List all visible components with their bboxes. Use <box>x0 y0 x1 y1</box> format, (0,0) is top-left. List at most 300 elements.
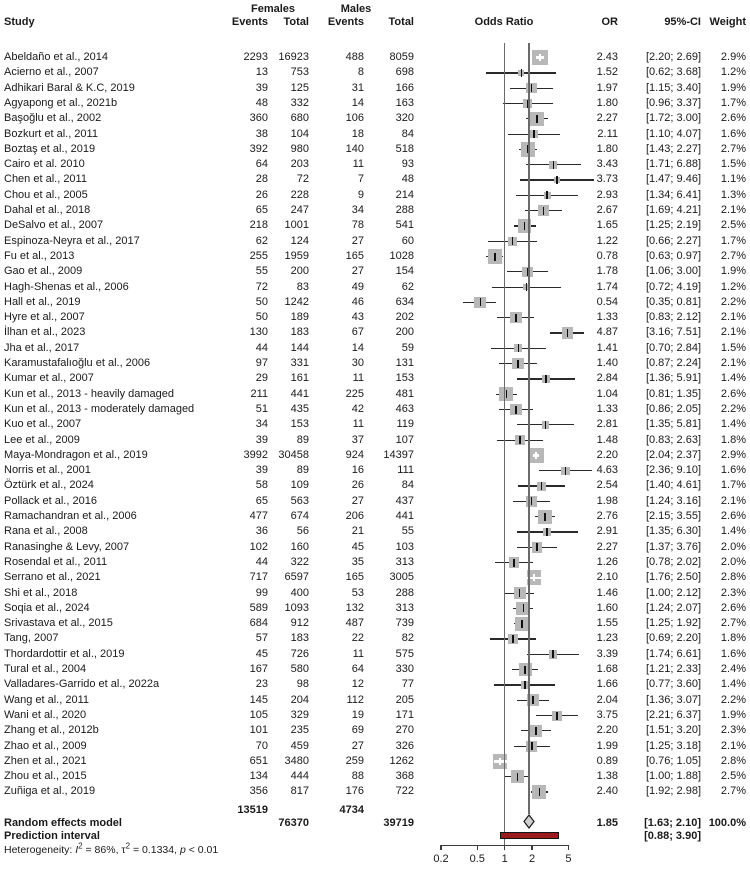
or-value: 2.20 <box>596 448 618 461</box>
males-total-value: 154 <box>395 265 414 278</box>
weight-value: 2.6% <box>720 601 746 614</box>
or-value: 2.20 <box>596 724 618 737</box>
study-label: Dahal et al., 2018 <box>4 204 91 216</box>
weight-value: 1.6% <box>720 127 746 140</box>
or-value: 1.66 <box>596 678 618 691</box>
females-events-value: 48 <box>255 96 268 109</box>
males-total-value: 84 <box>401 479 414 492</box>
forest-row <box>0 478 750 493</box>
females-total-value: 332 <box>290 96 309 109</box>
forest-row <box>0 662 750 677</box>
weight-value: 1.2% <box>720 280 746 293</box>
ci-value: [1.24; 3.16] <box>645 494 701 507</box>
weight-value: 2.6% <box>720 387 746 400</box>
x-axis-tick-label: 5 <box>565 853 572 865</box>
study-label: DeSalvo et al., 2007 <box>4 219 104 232</box>
column-header-ci: 95%-CI <box>664 16 701 28</box>
point-estimate-tick <box>513 559 515 567</box>
forest-row <box>0 616 750 631</box>
females-events-value: 72 <box>255 280 268 293</box>
point-estimate-tick <box>541 482 543 490</box>
point-estimate-tick <box>523 604 525 612</box>
point-estimate-tick <box>515 314 517 322</box>
weight-value: 2.0% <box>720 555 746 568</box>
ci-value: [2.21; 6.37] <box>645 708 701 721</box>
study-label: Chou et al., 2005 <box>4 188 88 201</box>
point-estimate-tick <box>518 344 520 352</box>
column-header-females-events: Events <box>231 16 268 28</box>
point-tick-white <box>533 574 535 581</box>
or-value: 0.54 <box>596 295 618 308</box>
ci-value: [0.83; 2.63] <box>645 433 701 446</box>
males-events-value: 106 <box>345 112 364 125</box>
females-total-value: 3480 <box>284 754 309 767</box>
females-total-value: 144 <box>290 341 309 354</box>
weight-value: 2.7% <box>720 617 746 630</box>
study-label: Zhou et al., 2015 <box>4 770 87 783</box>
males-events-value: 7 <box>357 173 364 186</box>
column-header-study: Study <box>4 16 35 28</box>
or-value: 1.78 <box>596 265 618 278</box>
weight-value: 2.1% <box>720 326 746 339</box>
males-events-value: 78 <box>351 219 364 232</box>
point-estimate-tick <box>546 528 548 536</box>
x-axis-tick-label: 0.5 <box>469 853 485 865</box>
females-events-value: 392 <box>249 142 268 155</box>
study-label: Ranasinghe & Levy, 2007 <box>4 540 130 553</box>
weight-value: 2.8% <box>720 571 746 584</box>
column-header-males-total: Total <box>388 16 414 28</box>
females-events-value: 62 <box>255 234 268 247</box>
i-squared-sup: 2 <box>78 841 83 851</box>
males-events-value: 11 <box>352 418 364 431</box>
females-total-value: 580 <box>290 663 309 675</box>
point-estimate-tick <box>524 681 526 689</box>
males-events-value: 64 <box>351 663 364 675</box>
weight-value: 1.4% <box>720 418 746 431</box>
or-value: 3.43 <box>596 158 618 171</box>
females-events-value: 717 <box>249 571 268 584</box>
or-value: 2.76 <box>596 510 618 522</box>
study-label: Boztaş et al., 2019 <box>4 142 96 155</box>
point-estimate-tick <box>539 788 541 796</box>
weight-value: 1.2% <box>720 66 746 79</box>
males-events-value: 31 <box>351 81 364 94</box>
or-value: 3.73 <box>596 173 618 186</box>
ci-value: [2.20; 2.69] <box>645 51 701 63</box>
ci-value: [1.71; 6.88] <box>645 158 701 171</box>
ci-value: [1.00; 1.88] <box>645 770 701 783</box>
females-events-value: 58 <box>255 479 268 492</box>
ci-value: [0.78; 2.02] <box>645 555 701 568</box>
males-events-value: 19 <box>351 708 364 721</box>
random-effects-label: Random effects model <box>4 817 122 829</box>
males-events-value: 35 <box>351 555 364 568</box>
forest-row <box>0 570 750 585</box>
x-axis-tick <box>504 845 505 850</box>
study-label: Öztürk et al., 2024 <box>4 479 94 492</box>
ci-value: [1.34; 6.41] <box>645 188 701 201</box>
point-estimate-tick <box>517 360 519 368</box>
males-total-value: 60 <box>401 234 414 247</box>
summary-diamond <box>523 814 536 829</box>
forest-row <box>0 295 750 310</box>
males-events-value: 27 <box>351 739 364 752</box>
or-value: 2.93 <box>596 188 618 201</box>
females-events-value: 3992 <box>243 448 268 461</box>
heterogeneity-prefix: Heterogeneity: <box>4 844 76 856</box>
females-events-value: 65 <box>255 494 268 507</box>
males-events-value: 112 <box>346 693 364 706</box>
males-total-value: 82 <box>401 632 414 645</box>
or-value: 1.80 <box>596 96 618 109</box>
study-label: Kuo et al., 2007 <box>4 418 82 431</box>
ci-value: [0.86; 2.05] <box>645 402 701 415</box>
or-value: 1.33 <box>596 402 618 415</box>
females-total-value: 30458 <box>278 448 309 461</box>
males-total-value: 739 <box>395 617 414 630</box>
point-estimate-tick <box>531 742 533 750</box>
study-label: Ramachandran et al., 2006 <box>4 510 137 522</box>
ci-value: [1.76; 2.50] <box>645 571 701 584</box>
females-total-value: 247 <box>290 204 309 216</box>
point-estimate-tick <box>532 696 534 704</box>
study-label: Valladares-Garrido et al., 2022a <box>4 678 160 691</box>
study-label: Rana et al., 2008 <box>4 525 88 538</box>
forest-row <box>0 234 750 249</box>
females-total-value: 109 <box>290 479 309 492</box>
study-label: Hall et al., 2019 <box>4 295 81 308</box>
point-estimate-tick <box>536 543 538 551</box>
forest-row <box>0 264 750 279</box>
study-label: Acierno et al., 2007 <box>4 66 99 79</box>
point-estimate-tick <box>536 115 538 123</box>
ci-value: [1.00; 2.12] <box>645 586 701 599</box>
prediction-interval-bar <box>500 832 559 839</box>
x-axis-tick <box>531 845 532 850</box>
or-value: 3.39 <box>596 647 618 660</box>
females-total-value: 98 <box>296 678 309 691</box>
males-events-value: 27 <box>351 265 364 278</box>
females-events-value: 44 <box>255 341 268 354</box>
males-total-value: 171 <box>395 708 414 721</box>
weight-value: 1.9% <box>720 81 746 94</box>
or-value: 2.91 <box>596 525 618 538</box>
females-events-value: 651 <box>249 754 268 767</box>
females-total-value: 753 <box>290 66 309 79</box>
males-group-header: Males <box>340 3 372 15</box>
males-total-value: 330 <box>395 663 414 675</box>
forest-row <box>0 647 750 662</box>
weight-value: 2.5% <box>720 770 746 783</box>
or-value: 4.87 <box>596 326 618 339</box>
weight-value: 2.0% <box>720 540 746 553</box>
ci-value: [1.35; 6.30] <box>645 525 701 538</box>
weight-value: 1.7% <box>720 234 746 247</box>
point-estimate-tick <box>512 237 514 245</box>
males-events-value: 924 <box>345 448 364 461</box>
ci-value: [1.37; 3.76] <box>645 540 701 553</box>
males-total-value: 55 <box>401 525 414 538</box>
study-label: Adhikari Baral & K.C, 2019 <box>4 81 135 94</box>
or-value: 2.27 <box>596 540 618 553</box>
females-events-value: 134 <box>249 770 268 783</box>
males-events-value: 165 <box>345 571 364 584</box>
tau-squared-sup: 2 <box>125 841 131 851</box>
females-events-value: 99 <box>255 586 268 599</box>
females-total-value: 72 <box>296 173 309 186</box>
weight-value: 2.7% <box>720 142 746 155</box>
point-estimate-tick <box>545 421 547 429</box>
females-total-value: 200 <box>290 265 309 278</box>
forest-row <box>0 325 750 340</box>
forest-row <box>0 341 750 356</box>
females-events-value: 360 <box>249 112 268 125</box>
ci-value: [0.63; 0.97] <box>645 249 701 262</box>
females-total-value: 435 <box>290 402 309 415</box>
males-events-value: 22 <box>351 632 364 645</box>
or-value: 1.38 <box>596 770 618 783</box>
males-events-value: 49 <box>351 280 364 293</box>
forest-row <box>0 784 750 799</box>
null-effect-line <box>504 43 505 845</box>
forest-row <box>0 142 750 157</box>
weight-value: 2.3% <box>720 724 746 737</box>
point-estimate-tick <box>506 390 508 398</box>
or-value: 2.40 <box>596 785 618 798</box>
females-group-header: Females <box>250 3 296 15</box>
point-tick-white <box>535 452 537 459</box>
or-value: 2.81 <box>596 418 618 431</box>
point-estimate-tick <box>565 467 567 475</box>
weight-value: 2.1% <box>720 204 746 216</box>
males-events-value: 225 <box>345 387 364 400</box>
weight-value: 1.6% <box>720 647 746 660</box>
ci-value: [1.36; 3.07] <box>645 693 701 706</box>
forest-row <box>0 754 750 769</box>
weight-value: 2.1% <box>720 739 746 752</box>
study-label: Kun et al., 2013 - moderately damaged <box>4 402 195 415</box>
males-events-value: 259 <box>345 754 364 767</box>
weight-value: 2.1% <box>720 494 746 507</box>
females-events-value: 39 <box>255 464 268 477</box>
males-events-value: 69 <box>351 724 364 737</box>
males-events-value: 14 <box>351 341 364 354</box>
females-total-value: 104 <box>290 127 309 140</box>
or-value: 1.04 <box>596 387 618 400</box>
females-events-value: 50 <box>255 295 268 308</box>
ci-value: [1.47; 9.46] <box>645 173 701 186</box>
males-total-value: 111 <box>397 464 414 477</box>
point-estimate-tick <box>531 84 533 92</box>
females-total-value: 204 <box>290 693 309 706</box>
females-total-value: 83 <box>296 280 309 293</box>
forest-row <box>0 310 750 325</box>
study-label: Kun et al., 2013 - heavily damaged <box>4 387 175 400</box>
females-events-value: 218 <box>249 219 268 232</box>
forest-row <box>0 65 750 80</box>
females-total-value: 125 <box>290 81 309 94</box>
males-events-value: 140 <box>345 142 364 155</box>
weight-value: 2.3% <box>720 586 746 599</box>
males-total-value: 214 <box>395 188 414 201</box>
males-events-value: 53 <box>351 586 364 599</box>
females-total-value: 459 <box>290 739 309 752</box>
females-events-value: 65 <box>255 204 268 216</box>
females-total-value: 331 <box>290 357 309 369</box>
females-events-value: 255 <box>249 249 268 262</box>
or-value: 1.65 <box>596 219 618 232</box>
forest-row <box>0 433 750 448</box>
males-total-value: 313 <box>395 555 414 568</box>
forest-row <box>0 280 750 295</box>
point-estimate-tick <box>546 191 548 199</box>
males-events-value: 8 <box>357 66 364 79</box>
point-estimate-tick <box>519 436 521 444</box>
females-total-value: 16923 <box>278 51 309 63</box>
forest-row <box>0 172 750 187</box>
males-total-value: 288 <box>395 204 414 216</box>
or-value: 1.22 <box>596 234 618 247</box>
males-total-value: 166 <box>395 81 414 94</box>
forest-row <box>0 601 750 616</box>
males-total-value: 698 <box>395 66 414 79</box>
point-estimate-tick <box>531 497 533 505</box>
weight-value: 1.7% <box>720 96 746 109</box>
or-value: 1.74 <box>596 280 618 293</box>
males-total-value: 288 <box>395 586 414 599</box>
males-events-value: 46 <box>351 295 364 308</box>
point-estimate-tick <box>524 222 526 230</box>
study-label: Chen et al., 2011 <box>4 173 87 186</box>
males-events-value: 176 <box>345 785 364 798</box>
or-value: 1.48 <box>596 433 618 446</box>
females-events-value: 101 <box>249 724 268 737</box>
point-estimate-tick <box>543 207 545 215</box>
ci-value: [0.66; 2.27] <box>645 234 701 247</box>
males-total-value: 3005 <box>389 571 414 584</box>
females-events-value: 51 <box>255 402 268 415</box>
ci-value: [1.43; 2.27] <box>645 142 701 155</box>
or-value: 3.75 <box>596 708 618 721</box>
ci-value: [3.16; 7.51] <box>645 326 701 339</box>
ci-value: [1.35; 5.81] <box>645 418 701 431</box>
forest-row <box>0 524 750 539</box>
or-value: 0.78 <box>596 249 618 262</box>
weight-value: 2.7% <box>720 785 746 798</box>
forest-row <box>0 677 750 692</box>
males-total-value: 326 <box>395 739 414 752</box>
random-effects-ci: [1.63; 2.10] <box>644 817 701 829</box>
weight-value: 1.4% <box>720 525 746 538</box>
ci-value: [1.25; 3.18] <box>645 739 701 752</box>
males-events-value: 42 <box>351 402 364 415</box>
males-total-value: 93 <box>401 158 414 171</box>
or-value: 1.41 <box>596 341 618 354</box>
females-total-value: 203 <box>290 158 309 171</box>
males-total-value: 103 <box>395 540 414 553</box>
p-value: < 0.01 <box>185 844 219 856</box>
point-estimate-tick <box>519 589 521 597</box>
or-value: 1.33 <box>596 311 618 324</box>
females-events-value: 39 <box>255 433 268 446</box>
males-total-value: 200 <box>395 326 414 339</box>
ci-value: [1.74; 6.61] <box>645 647 701 660</box>
ci-value: [0.35; 0.81] <box>645 295 701 308</box>
females-events-value: 57 <box>255 632 268 645</box>
females-events-value: 26 <box>255 188 268 201</box>
point-estimate-tick <box>544 513 546 521</box>
weight-value: 1.9% <box>720 265 746 278</box>
weight-value: 1.9% <box>720 708 746 721</box>
ci-value: [0.72; 4.19] <box>645 280 701 293</box>
point-estimate-tick <box>567 329 569 337</box>
males-events-value: 165 <box>345 249 364 262</box>
weight-value: 1.5% <box>720 158 746 171</box>
females-total-value: 183 <box>290 326 309 339</box>
tau-squared-value: = 0.1334, <box>130 844 180 856</box>
point-tick-white <box>499 758 501 765</box>
forest-row <box>0 387 750 402</box>
forest-row <box>0 127 750 142</box>
forest-row <box>0 540 750 555</box>
forest-row <box>0 448 750 463</box>
forest-row <box>0 509 750 524</box>
point-estimate-tick <box>545 375 547 383</box>
ci-value: [1.15; 3.40] <box>645 81 701 94</box>
weight-value: 2.2% <box>720 402 746 415</box>
females-total-value: 563 <box>290 494 309 507</box>
or-value: 1.52 <box>596 66 618 79</box>
females-total-value: 680 <box>290 112 309 125</box>
study-label: Jha et al., 2017 <box>4 341 80 354</box>
or-value: 2.10 <box>596 571 618 584</box>
study-label: Hyre et al., 2007 <box>4 311 85 324</box>
tau-squared-symbol: τ <box>121 844 126 856</box>
forest-row <box>0 371 750 386</box>
weight-value: 1.4% <box>720 372 746 385</box>
forest-row <box>0 494 750 509</box>
males-total-value: 1262 <box>389 754 414 767</box>
forest-row <box>0 769 750 784</box>
forest-row <box>0 96 750 111</box>
study-label: Cairo et al. 2010 <box>4 158 85 171</box>
point-estimate-tick <box>535 727 537 735</box>
column-header-odds-ratio: Odds Ratio <box>474 16 534 28</box>
study-label: Pollack et al., 2016 <box>4 494 97 507</box>
ci-value: [1.10; 4.07] <box>645 127 701 140</box>
ci-value: [0.69; 2.20] <box>645 632 701 645</box>
females-events-value: 105 <box>249 708 268 721</box>
ci-value: [0.81; 1.35] <box>645 387 701 400</box>
males-events-value: 14 <box>351 96 364 109</box>
or-value: 1.26 <box>596 555 618 568</box>
point-estimate-tick <box>480 298 482 306</box>
weight-value: 1.4% <box>720 678 746 691</box>
females-events-value: 356 <box>249 785 268 798</box>
females-total-value: 235 <box>290 724 309 737</box>
females-total-value: 228 <box>290 188 309 201</box>
females-total-value: 444 <box>290 770 309 783</box>
point-estimate-tick <box>524 666 526 674</box>
males-events-value: 488 <box>345 51 364 63</box>
males-total-value: 59 <box>401 341 414 354</box>
males-events-value: 9 <box>357 188 364 201</box>
females-total-value: 89 <box>296 433 309 446</box>
females-events-value: 102 <box>249 540 268 553</box>
males-events-value: 34 <box>351 204 364 216</box>
or-value: 1.40 <box>596 357 618 369</box>
